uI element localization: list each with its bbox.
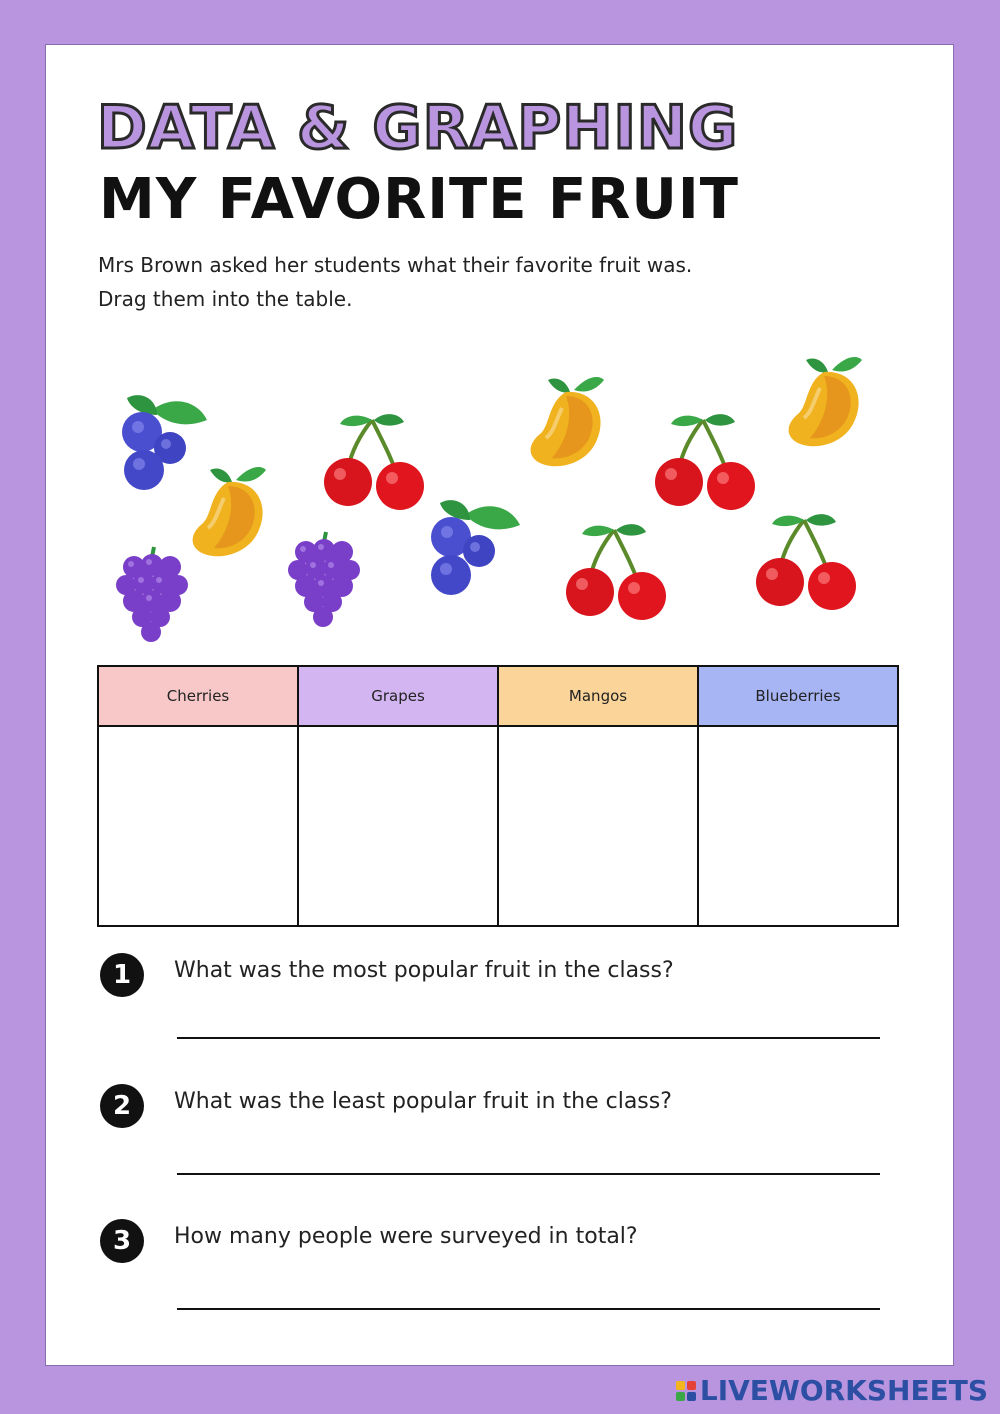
worksheet-subtitle: MY FAVORITE FRUIT (99, 167, 739, 232)
fruit-blueberries-2[interactable] (425, 495, 525, 595)
table-header-row (98, 666, 898, 726)
question-number-badge: 1 (100, 953, 144, 997)
fruit-sorting-table (97, 665, 899, 927)
instructions: Mrs Brown asked her students what their favorite fruit was. Drag them into the table. (98, 253, 693, 311)
question-number-badge: 2 (100, 1084, 144, 1128)
column-header-cherries: Cherries (98, 666, 298, 726)
question-text: What was the least popular fruit in the class? (174, 1089, 672, 1114)
column-header-blueberries: Blueberries (698, 666, 898, 726)
fruit-mango-1[interactable] (188, 462, 270, 562)
answer-line-3[interactable] (177, 1308, 880, 1310)
worksheet-title: DATA & GRAPHING (97, 93, 739, 163)
column-header-mangos: Mangos (498, 666, 698, 726)
fruit-cherries-2[interactable] (651, 410, 761, 510)
drop-zone-cherries[interactable] (98, 726, 298, 926)
liveworksheets-logo (676, 1374, 988, 1407)
fruit-mango-3[interactable] (784, 352, 866, 452)
column-header-grapes: Grapes (298, 666, 498, 726)
fruit-grapes-1[interactable] (116, 545, 188, 643)
liveworksheets-logo-icon (676, 1381, 696, 1401)
answer-line-2[interactable] (177, 1173, 880, 1175)
question-number-badge: 3 (100, 1219, 144, 1263)
fruit-cherries-1[interactable] (320, 410, 430, 510)
fruit-cherries-4[interactable] (752, 510, 862, 610)
table-drop-row (98, 726, 898, 926)
question-text: What was the most popular fruit in the class? (174, 958, 674, 983)
drop-zone-blueberries[interactable] (698, 726, 898, 926)
fruit-cherries-3[interactable] (562, 520, 672, 620)
question-text: How many people were surveyed in total? (174, 1224, 638, 1249)
brand-name: LIVEWORKSHEETS (699, 1374, 988, 1407)
answer-line-1[interactable] (177, 1037, 880, 1039)
drop-zone-mangos[interactable] (498, 726, 698, 926)
drop-zone-grapes[interactable] (298, 726, 498, 926)
fruit-mango-2[interactable] (526, 372, 608, 472)
fruit-grapes-2[interactable] (288, 530, 360, 628)
